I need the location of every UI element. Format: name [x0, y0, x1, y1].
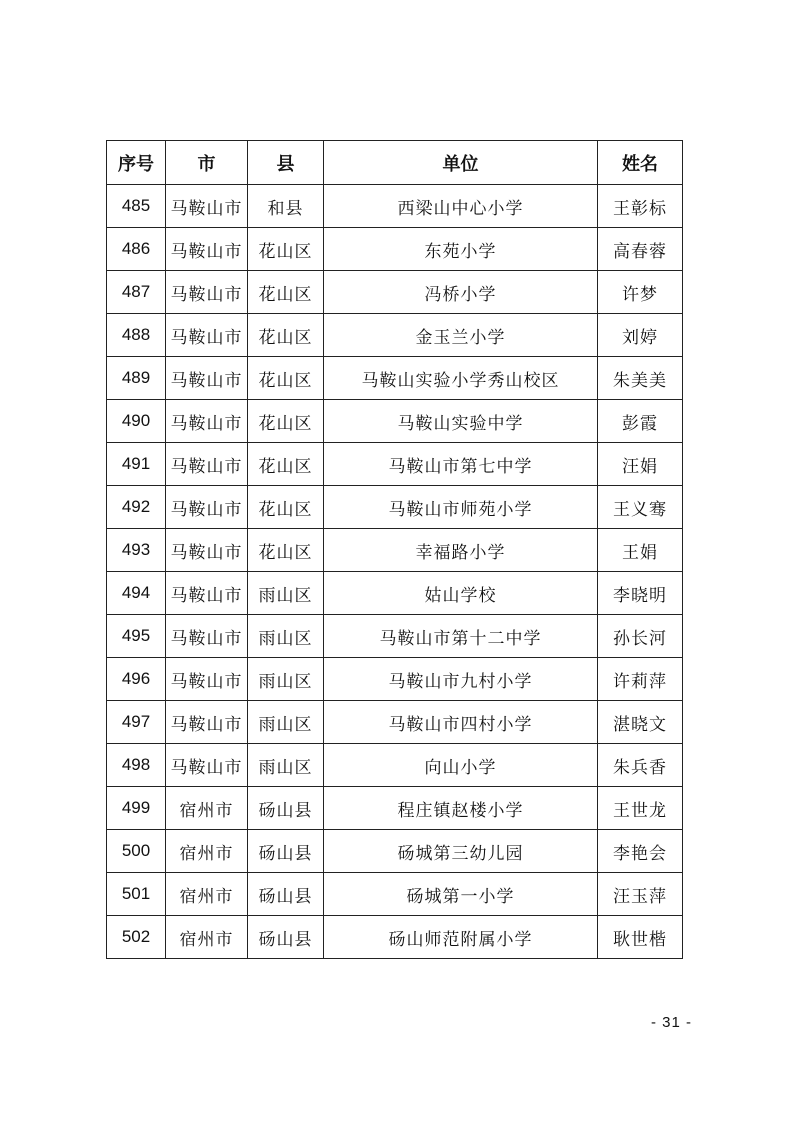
table-row [107, 400, 683, 443]
cell-person-name: 许梦 [598, 271, 683, 314]
cell-county: 花山区 [248, 228, 324, 271]
cell-person-name: 汪娟 [598, 443, 683, 486]
cell-serial: 495 [107, 615, 166, 658]
cell-serial: 494 [107, 572, 166, 615]
cell-unit: 马鞍山市九村小学 [324, 658, 598, 701]
cell-county: 砀山县 [248, 830, 324, 873]
header-county: 县 [248, 141, 324, 185]
cell-unit: 砀城第三幼儿园 [324, 830, 598, 873]
cell-serial: 496 [107, 658, 166, 701]
table-row [107, 185, 683, 228]
header-serial: 序号 [107, 141, 166, 185]
table-row [107, 572, 683, 615]
cell-person-name: 高春蓉 [598, 228, 683, 271]
cell-serial: 501 [107, 873, 166, 916]
table-row [107, 658, 683, 701]
cell-county: 花山区 [248, 400, 324, 443]
table-row [107, 486, 683, 529]
cell-serial: 485 [107, 185, 166, 228]
cell-city: 马鞍山市 [166, 615, 248, 658]
cell-county: 和县 [248, 185, 324, 228]
table-row [107, 615, 683, 658]
cell-city: 马鞍山市 [166, 314, 248, 357]
table-row [107, 271, 683, 314]
cell-person-name: 孙长河 [598, 615, 683, 658]
cell-serial: 498 [107, 744, 166, 787]
cell-serial: 499 [107, 787, 166, 830]
cell-city: 马鞍山市 [166, 185, 248, 228]
cell-city: 马鞍山市 [166, 357, 248, 400]
table-row [107, 443, 683, 486]
roster-table [106, 140, 683, 959]
cell-unit: 马鞍山市第七中学 [324, 443, 598, 486]
cell-city: 马鞍山市 [166, 400, 248, 443]
cell-person-name: 湛晓文 [598, 701, 683, 744]
cell-county: 雨山区 [248, 744, 324, 787]
cell-county: 砀山县 [248, 873, 324, 916]
cell-unit: 冯桥小学 [324, 271, 598, 314]
cell-unit: 马鞍山实验中学 [324, 400, 598, 443]
cell-serial: 502 [107, 916, 166, 959]
cell-serial: 486 [107, 228, 166, 271]
cell-city: 马鞍山市 [166, 529, 248, 572]
cell-county: 花山区 [248, 314, 324, 357]
cell-city: 马鞍山市 [166, 271, 248, 314]
table-row [107, 701, 683, 744]
cell-city: 宿州市 [166, 787, 248, 830]
header-name: 姓名 [598, 141, 683, 185]
cell-person-name: 李艳会 [598, 830, 683, 873]
cell-person-name: 王义骞 [598, 486, 683, 529]
cell-unit: 向山小学 [324, 744, 598, 787]
cell-person-name: 汪玉萍 [598, 873, 683, 916]
cell-unit: 砀山师范附属小学 [324, 916, 598, 959]
cell-county: 砀山县 [248, 787, 324, 830]
cell-county: 花山区 [248, 271, 324, 314]
cell-serial: 492 [107, 486, 166, 529]
table-row [107, 529, 683, 572]
cell-county: 雨山区 [248, 572, 324, 615]
cell-city: 马鞍山市 [166, 658, 248, 701]
cell-unit: 马鞍山市第十二中学 [324, 615, 598, 658]
cell-person-name: 王彰标 [598, 185, 683, 228]
cell-serial: 491 [107, 443, 166, 486]
cell-county: 砀山县 [248, 916, 324, 959]
table-header [107, 141, 683, 185]
table-row [107, 787, 683, 830]
cell-county: 雨山区 [248, 701, 324, 744]
cell-city: 马鞍山市 [166, 572, 248, 615]
cell-unit: 东苑小学 [324, 228, 598, 271]
cell-person-name: 朱兵香 [598, 744, 683, 787]
cell-unit: 幸福路小学 [324, 529, 598, 572]
cell-person-name: 王世龙 [598, 787, 683, 830]
table-body [107, 185, 683, 959]
cell-county: 花山区 [248, 443, 324, 486]
cell-city: 马鞍山市 [166, 443, 248, 486]
cell-city: 马鞍山市 [166, 228, 248, 271]
cell-person-name: 王娟 [598, 529, 683, 572]
header-unit: 单位 [324, 141, 598, 185]
cell-unit: 姑山学校 [324, 572, 598, 615]
cell-serial: 497 [107, 701, 166, 744]
cell-serial: 489 [107, 357, 166, 400]
cell-person-name: 朱美美 [598, 357, 683, 400]
table-row [107, 873, 683, 916]
cell-unit: 马鞍山市师苑小学 [324, 486, 598, 529]
header-row [107, 141, 683, 185]
cell-city: 马鞍山市 [166, 701, 248, 744]
cell-county: 花山区 [248, 357, 324, 400]
roster-table-container [106, 140, 682, 959]
cell-person-name: 许莉萍 [598, 658, 683, 701]
cell-city: 马鞍山市 [166, 486, 248, 529]
cell-serial: 487 [107, 271, 166, 314]
table-row [107, 228, 683, 271]
cell-city: 宿州市 [166, 830, 248, 873]
cell-unit: 程庄镇赵楼小学 [324, 787, 598, 830]
cell-unit: 马鞍山实验小学秀山校区 [324, 357, 598, 400]
cell-person-name: 耿世楷 [598, 916, 683, 959]
table-row [107, 357, 683, 400]
cell-person-name: 彭霞 [598, 400, 683, 443]
cell-county: 花山区 [248, 486, 324, 529]
header-city: 市 [166, 141, 248, 185]
table-row [107, 916, 683, 959]
cell-county: 花山区 [248, 529, 324, 572]
table-row [107, 744, 683, 787]
cell-serial: 500 [107, 830, 166, 873]
cell-unit: 马鞍山市四村小学 [324, 701, 598, 744]
cell-serial: 490 [107, 400, 166, 443]
page-number: - 31 - [650, 1014, 692, 1031]
cell-county: 雨山区 [248, 615, 324, 658]
cell-unit: 西梁山中心小学 [324, 185, 598, 228]
cell-serial: 493 [107, 529, 166, 572]
cell-county: 雨山区 [248, 658, 324, 701]
cell-city: 宿州市 [166, 916, 248, 959]
cell-person-name: 李晓明 [598, 572, 683, 615]
cell-unit: 金玉兰小学 [324, 314, 598, 357]
table-row [107, 314, 683, 357]
cell-city: 宿州市 [166, 873, 248, 916]
cell-person-name: 刘婷 [598, 314, 683, 357]
cell-serial: 488 [107, 314, 166, 357]
cell-unit: 砀城第一小学 [324, 873, 598, 916]
table-row [107, 830, 683, 873]
cell-city: 马鞍山市 [166, 744, 248, 787]
